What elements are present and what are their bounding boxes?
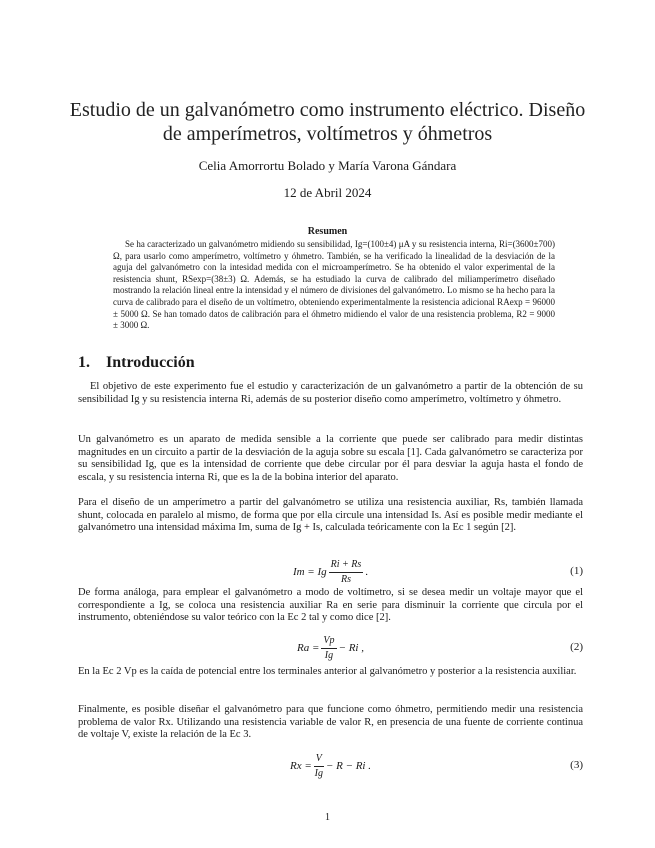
eq1-denominator: Rs [340,573,351,585]
eq3-tail: − R − Ri . [325,760,371,772]
eq2-fraction [321,635,336,662]
section-title: Introducción [106,354,195,371]
paper-title: Estudio de un galvanómetro como instrumento eléctrico. Diseño de amperímetros, voltímetros y óhmetros [69,99,586,145]
section-heading [78,354,195,372]
eq1-lhs: Im = Ig [292,566,327,578]
date: 12 de Abril 2024 [283,185,372,200]
paragraph-6: Finalmente, es posible diseñar el galvanómetro para que funcione como óhmetro, permitiendo medir una resistencia problema de valor Rx. Utilizando una resistencia variable de valor R, en presencia de una fuente de corriente continua de voltaje V, existe la relación de la Ec 3. [78,704,583,741]
eq1-tail: . [365,566,369,578]
eq1-fraction [329,559,364,586]
paragraph-3: Para el diseño de un amperímetro a partir del galvanómetro se utiliza una resistencia auxiliar, Rs, también llamada shunt, colocada en paralelo al mismo, de forma que por ella circule una intensidad Is. Así es posible medir mediante el galvanómetro una intensidad máxima Im, suma de Ig + Is, calculada teóricamente con la Ec 1 según [2]. [78,497,583,534]
paragraph-1: El objetivo de este experimento fue el estudio y caracterización de un galvanómetro a partir de la obtención de su sensibilidad Ig y su resistencia interna Ri, además de su posterior diseño como amperímetro, voltímetro y óhmetro. [78,381,583,405]
eq1-numerator: Ri + Rs [329,559,364,573]
abstract-title: Resumen [307,226,348,237]
eq2-number: (2) [570,641,583,653]
equation-2 [78,633,583,663]
eq3-lhs: Rx = [290,760,312,772]
eq3-denominator: Ig [314,767,323,779]
eq2-denominator: Ig [324,649,334,661]
eq3-number: (3) [570,759,583,771]
eq3-fraction [314,753,324,780]
abstract-text: Se ha caracterizado un galvanómetro midiendo su sensibilidad, Ig=(100±4) μA y su resistencia interna, Ri=(3600±700) Ω, para usarlo como amperímetro, voltímetro y óhmetro. También, se ha verificado la linealidad de la desviación de la aguja del galvanómetro con la intesidad medida con el microamperímetro. Se ha obtenido el valor experimental de la resistencia shunt, RSexp=(38±3) Ω. Además, se ha estudiado la curva de calibrado del miliamperímetro diseñado mostrando la relación lineal entre la intensidad y el número de divisiones del galvanómetro. Lo mismo se ha hecho para la curva de calibrado para el diseño de un voltímetro, obteniendo experimentalmente la resistencia adicional RAexp = 96000 ± 5000 Ω. Se han tomado datos de calibración para el óhmetro midiendo el valor de una resistencia problema, R2 = 9000 ± 3000 Ω. [113,239,555,331]
equation-1 [78,557,583,587]
paragraph-2: Un galvanómetro es un aparato de medida sensible a la corriente que puede ser calibrado para medir distintas magnitudes en un circuito a partir de la desviación de la aguja sobre su escala [1]. Cada galvanómetro se caracteriza por su sensibilidad Ig, que es la intensidad de corriente que debe circular por él para desviar la aguja hasta el fondo de escala, y su resistencia interna Ri, que es la de la bobina interior del aparato. [78,434,583,483]
eq1-number: (1) [570,565,583,577]
section-number: 1. [78,354,90,371]
eq2-lhs: Ra = [297,642,320,654]
paragraph-4: De forma análoga, para emplear el galvanómetro a modo de voltímetro, si se desea medir un voltaje mayor que el correspondiente a Ig, se coloca una resistencia auxiliar Ra en serie para disminuir la corriente que circula por el instrumento, obteniéndose su valor teórico con la Ec 2 tal y como dice [2]. [78,587,583,624]
eq2-numerator: Vp [321,635,336,649]
eq3-numerator: V [314,753,324,767]
eq2-tail: − Ri , [338,642,364,654]
page-number: 1 [325,812,330,823]
equation-3 [78,751,583,781]
authors: Celia Amorrortu Bolado y María Varona Gándara [198,158,457,173]
paragraph-5: En la Ec 2 Vp es la caída de potencial entre los terminales anterior al galvanómetro y posterior a la resistencia auxiliar. [78,666,577,677]
